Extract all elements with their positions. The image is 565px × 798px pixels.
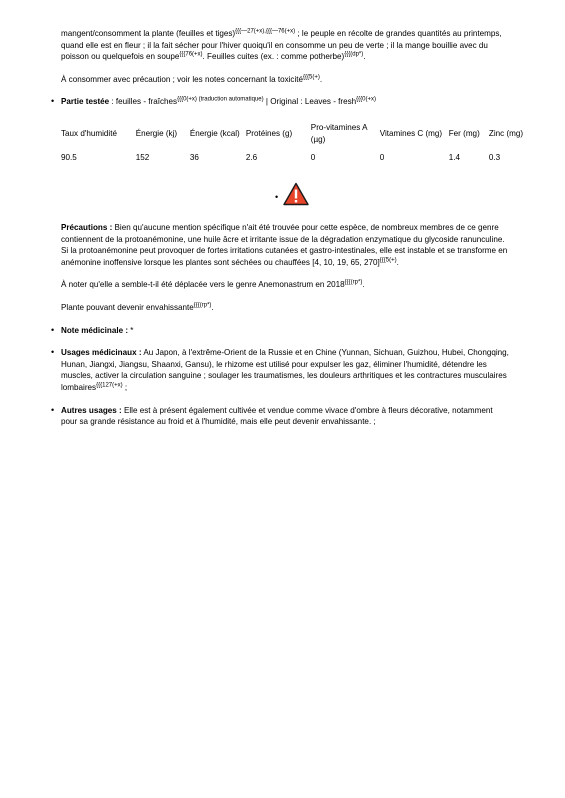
invasive-note-end: . bbox=[211, 302, 214, 312]
nutrition-value-cell: 152 bbox=[135, 153, 150, 163]
nutrition-header-cell: Vitamines C (mg) bbox=[379, 129, 443, 139]
medicinal-note-label: Note médicinale : bbox=[61, 325, 129, 335]
tested-part-original: | Original : Leaves - fresh bbox=[263, 97, 357, 107]
invasive-note-text: Plante pouvant devenir envahissante bbox=[61, 302, 194, 312]
reference-superscript: {{{127(+x) bbox=[96, 382, 123, 389]
medicinal-note-value: * bbox=[128, 325, 134, 335]
nutrition-header-cell: Taux d'humidité bbox=[61, 129, 117, 139]
intro-text-b: ; le peuple en récolte de grandes quantités au printemps, quand elle est en fleur ; il la fait sécher pour l'hiver quoiqu'il en consomme un peu de verte ; il la mange bouillie avec du poisson ou quelquefois en soupe bbox=[61, 29, 502, 62]
nutrition-value-row bbox=[61, 148, 534, 168]
medicinal-uses-item bbox=[61, 347, 511, 393]
nutrition-header-cell: Protéines (g) bbox=[245, 129, 293, 139]
other-uses-text: Elle est à présent également cultivée et vendue comme vivace d'ombre à fleurs décorative, notamment pour sa grande résistance au froid et à l'humidité, mais elle peut devenir envahissante. ; bbox=[61, 405, 493, 427]
tested-part-text: : feuilles - fraîches bbox=[109, 97, 178, 107]
moved-note-end: . bbox=[362, 280, 365, 290]
medicinal-note-item bbox=[61, 325, 511, 337]
nutrition-value-cell: 36 bbox=[189, 153, 199, 163]
tested-part-list bbox=[61, 96, 511, 108]
invasive-note bbox=[61, 302, 511, 314]
nutrition-header-cell: Zinc (mg) bbox=[488, 129, 524, 139]
nutrition-value-cell: 0 bbox=[379, 153, 385, 163]
medicinal-uses-text: Au Japon, à l'extrême-Orient de la Russie et en Chine (Yunnan, Sichuan, Guizhou, Hubei, Chongqing, Hunan, Jiangxi, Jiangsu, Shaanxi, Gansu), le rhizome est utilisé pour expulser les gaz, éliminer l'humidité, détendre les muscles, activer la circulation sanguine ; soulager les traumatismes, les douleurs arthritiques et les contractures musculaires lombaires bbox=[61, 348, 509, 392]
edible-uses-paragraph bbox=[61, 28, 511, 63]
precautions-label: Précautions : bbox=[61, 222, 113, 232]
nutrition-header-row bbox=[61, 120, 534, 148]
caution-end: . bbox=[319, 74, 323, 84]
nutrition-value-cell: 2.6 bbox=[245, 153, 258, 163]
nutrition-header-cell: Fer (mg) bbox=[448, 129, 480, 139]
nutrition-header-cell: Énergie (kcal) bbox=[189, 129, 240, 139]
warning-row bbox=[61, 182, 511, 212]
uses-list bbox=[61, 325, 511, 428]
other-uses-item bbox=[61, 405, 511, 428]
warning-triangle-icon bbox=[283, 182, 309, 206]
nutrition-header-cell: Pro-vitamines A (µg) bbox=[310, 123, 368, 144]
nutrition-header-cell: Énergie (kj) bbox=[135, 129, 178, 139]
precautions-paragraph bbox=[61, 222, 511, 268]
nutrition-value-cell: 0.3 bbox=[488, 153, 501, 163]
nutrition-value-cell: 90.5 bbox=[61, 153, 77, 163]
nutrition-value-cell: 1.4 bbox=[448, 153, 460, 163]
bullet-dot: • bbox=[275, 191, 279, 202]
reference-superscript: {{{76(+x) bbox=[179, 51, 203, 58]
reference-superscript: {{{0(+x) (traduction automatique) bbox=[177, 96, 264, 103]
document-content bbox=[61, 28, 524, 439]
nutrition-table bbox=[61, 120, 534, 168]
medicinal-uses-label: Usages médicinaux : bbox=[61, 348, 142, 358]
reference-superscript: {{{(rp*) bbox=[344, 279, 363, 286]
reference-superscript: {{{5(+) bbox=[379, 257, 397, 264]
reference-superscript: {{{(rp*) bbox=[193, 302, 212, 309]
moved-genus-note bbox=[61, 279, 511, 291]
tested-part-label: Partie testée bbox=[61, 97, 110, 107]
intro-text-d: . bbox=[363, 52, 366, 62]
intro-text-c: . Feuilles cuites (ex. : comme potherbe) bbox=[202, 52, 345, 62]
reference-superscript: {{{5(+) bbox=[303, 74, 320, 81]
moved-note-text: À noter qu'elle a semble-t-il été déplacée vers le genre Anemonastrum en 2018 bbox=[61, 280, 345, 290]
caution-note bbox=[61, 74, 511, 86]
precautions-text: Bien qu'aucune mention spécifique n'ait été trouvée pour cette espèce, de nombreux membres de ce genre contiennent de la protoanémonine, une huile âcre et irritante issue de la dégradation enzymatique du glycoside ranunculine. Si la protoanémonine peut provoquer de fortes irritations cutanées et gastro-intestinales, elle est instable et se transforme en anémonine inoffensive lorsque les plantes sont séchées ou chauffées [4, 10, 19, 65, 270] bbox=[61, 222, 508, 267]
reference-superscript: {{{—27(+x),{{{—76(+x) bbox=[235, 28, 296, 35]
tested-part-item bbox=[61, 96, 511, 108]
precautions-end: . bbox=[396, 257, 399, 267]
caution-text: À consommer avec précaution ; voir les notes concernant la toxicité bbox=[61, 74, 304, 84]
medicinal-uses-end: ; bbox=[122, 382, 128, 392]
reference-superscript: {{{0(+x) bbox=[356, 96, 377, 103]
intro-text-a: mangent/consomment la plante (feuilles et tiges) bbox=[61, 29, 236, 38]
other-uses-label: Autres usages : bbox=[61, 405, 122, 415]
reference-superscript: {{{(dp*) bbox=[344, 51, 364, 58]
nutrition-value-cell: 0 bbox=[310, 153, 316, 163]
